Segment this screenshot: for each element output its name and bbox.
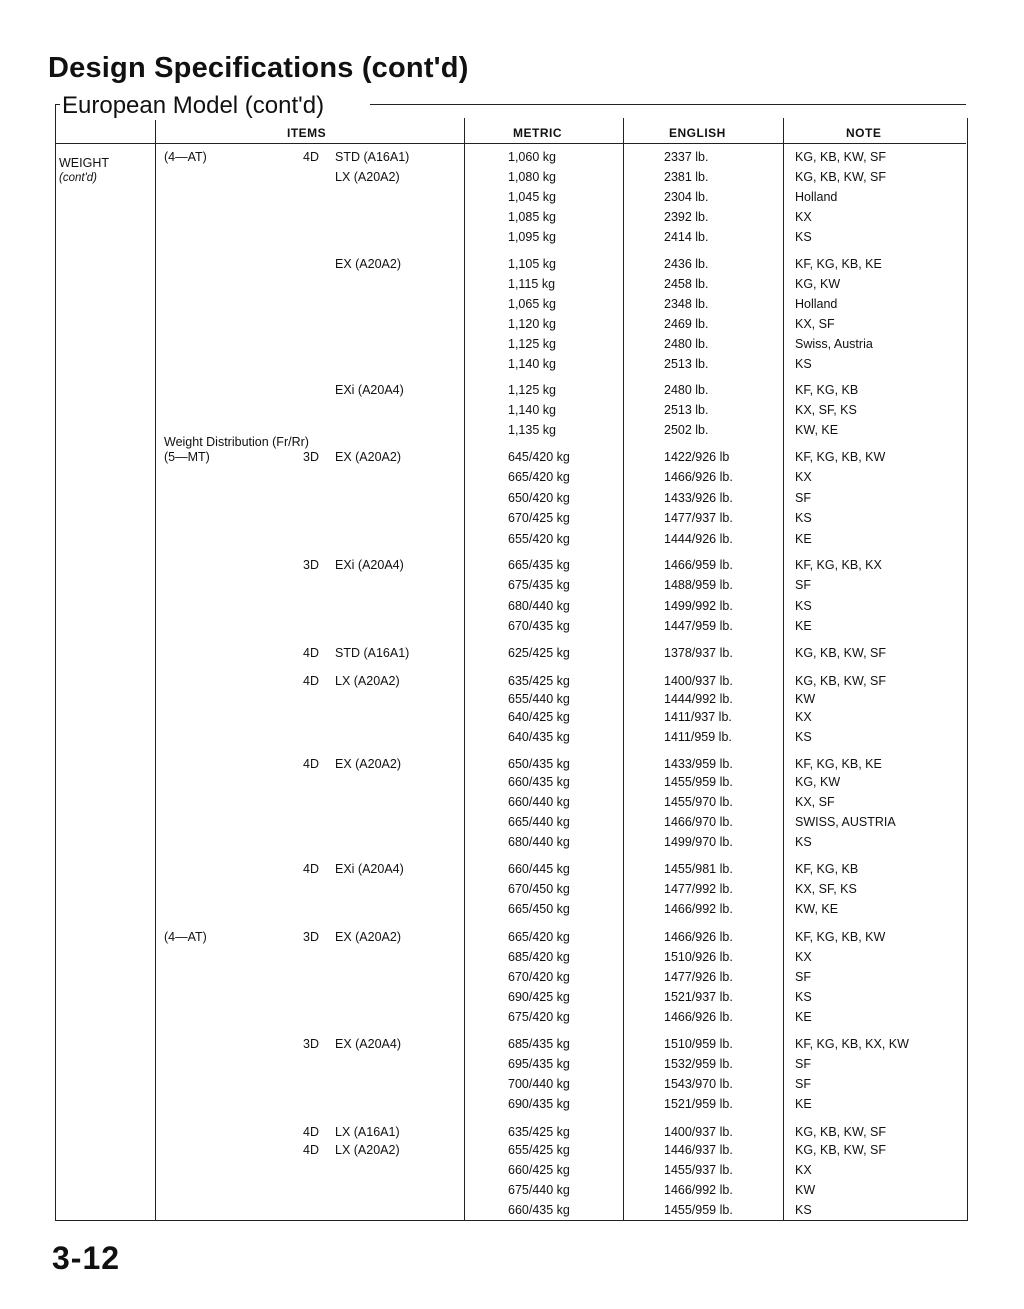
frame-top-line	[370, 104, 966, 105]
header-note: NOTE	[846, 126, 882, 140]
row-metric-value: 650/420 kg	[508, 491, 570, 505]
row-metric-value: 695/435 kg	[508, 1057, 570, 1071]
row-metric-value: 640/435 kg	[508, 730, 570, 744]
row-metric-value: 625/425 kg	[508, 646, 570, 660]
row-item-grade: EX (A20A4)	[335, 1037, 402, 1051]
row-english-value: 1543/970 lb.	[664, 1077, 733, 1091]
row-english-value: 1466/926 lb.	[664, 930, 733, 944]
row-english-value: 1477/992 lb.	[664, 882, 733, 896]
row-item-body: 4D	[303, 674, 319, 688]
row-english-value: 1400/937 lb.	[664, 674, 733, 688]
row-english-value: 1455/959 lb.	[664, 775, 733, 789]
row-metric-value: 700/440 kg	[508, 1077, 570, 1091]
row-english-value: 1466/926 lb.	[664, 470, 733, 484]
header-english: ENGLISH	[669, 126, 726, 140]
col-divider-category	[155, 118, 156, 1220]
section-subtitle: European Model (cont'd)	[60, 92, 328, 120]
row-english-value: 2458 lb.	[664, 277, 709, 291]
row-note: KX, SF	[795, 317, 835, 331]
row-note: KS	[795, 730, 812, 744]
row-item-grade: EXi (A20A4)	[335, 558, 404, 572]
row-note: KX	[795, 470, 812, 484]
row-english-value: 2469 lb.	[664, 317, 709, 331]
row-metric-value: 1,095 kg	[508, 230, 556, 244]
row-note: KW	[795, 692, 816, 706]
row-english-value: 1411/937 lb.	[664, 710, 732, 724]
row-item-grade: STD (A16A1)	[335, 150, 410, 164]
row-note: KE	[795, 532, 812, 546]
row-item-grade: LX (A16A1)	[335, 1125, 400, 1139]
row-note: SF	[795, 1077, 811, 1091]
row-metric-value: 1,115 kg	[508, 277, 556, 291]
row-note: KF, KG, KB, KX, KW	[795, 1037, 909, 1051]
row-metric-value: 675/440 kg	[508, 1183, 570, 1197]
row-metric-value: 680/440 kg	[508, 599, 570, 613]
row-metric-value: 650/435 kg	[508, 757, 570, 771]
row-note: KS	[795, 1203, 812, 1217]
row-note: KS	[795, 599, 812, 613]
row-item-grade: EX (A20A2)	[335, 450, 402, 464]
row-english-value: 2337 lb.	[664, 150, 709, 164]
row-english-value: 2436 lb.	[664, 257, 709, 271]
row-english-value: 2480 lb.	[664, 383, 709, 397]
row-english-value: 1400/937 lb.	[664, 1125, 733, 1139]
row-english-value: 2381 lb.	[664, 170, 709, 184]
row-note: KG, KB, KW, SF	[795, 170, 886, 184]
row-english-value: 2513 lb.	[664, 357, 709, 371]
row-note: Holland	[795, 297, 838, 311]
row-metric-value: 665/450 kg	[508, 902, 570, 916]
row-english-value: 1422/926 lb	[664, 450, 730, 464]
row-metric-value: 655/425 kg	[508, 1143, 570, 1157]
row-note: KS	[795, 357, 812, 371]
row-item-body: 4D	[303, 646, 319, 660]
row-item-body: 3D	[303, 930, 319, 944]
row-metric-value: 1,140 kg	[508, 403, 556, 417]
row-english-value: 1411/959 lb.	[664, 730, 732, 744]
row-item-grade: LX (A20A2)	[335, 170, 400, 184]
row-note: KG, KB, KW, SF	[795, 646, 886, 660]
row-item-transmission: (4—AT)	[164, 150, 207, 164]
row-english-value: 1455/937 lb.	[664, 1163, 733, 1177]
row-note: KG, KW	[795, 775, 841, 789]
row-english-value: 1466/926 lb.	[664, 1010, 733, 1024]
header-divider	[55, 143, 966, 144]
row-item-body: 3D	[303, 558, 319, 572]
row-note: KW	[795, 1183, 816, 1197]
row-note: KF, KG, KB, KE	[795, 757, 882, 771]
row-metric-value: 655/440 kg	[508, 692, 570, 706]
row-metric-value: 640/425 kg	[508, 710, 570, 724]
row-english-value: 1532/959 lb.	[664, 1057, 733, 1071]
row-english-value: 1444/992 lb.	[664, 692, 733, 706]
row-item-grade: EX (A20A2)	[335, 930, 402, 944]
row-english-value: 2480 lb.	[664, 337, 709, 351]
row-item-transmission: (5—MT)	[164, 450, 210, 464]
row-metric-value: 660/445 kg	[508, 862, 570, 876]
row-item-grade: LX (A20A2)	[335, 674, 400, 688]
row-english-value: 1455/970 lb.	[664, 795, 733, 809]
row-note: KS	[795, 835, 812, 849]
row-note: KW, KE	[795, 902, 839, 916]
row-note: KG, KB, KW, SF	[795, 1125, 886, 1139]
row-metric-value: 665/420 kg	[508, 470, 570, 484]
row-metric-value: 635/425 kg	[508, 1125, 570, 1139]
page-title: Design Specifications (cont'd)	[48, 52, 469, 84]
row-english-value: 2392 lb.	[664, 210, 709, 224]
row-metric-value: 665/420 kg	[508, 930, 570, 944]
row-metric-value: 1,125 kg	[508, 337, 556, 351]
row-english-value: 1510/926 lb.	[664, 950, 733, 964]
row-metric-value: 1,140 kg	[508, 357, 556, 371]
row-english-value: 1447/959 lb.	[664, 619, 733, 633]
row-note: SF	[795, 1057, 811, 1071]
row-note: KX, SF	[795, 795, 835, 809]
row-metric-value: 665/440 kg	[508, 815, 570, 829]
row-item-grade: EXi (A20A4)	[335, 383, 404, 397]
row-metric-value: 660/435 kg	[508, 775, 570, 789]
row-metric-value: 675/435 kg	[508, 578, 570, 592]
row-note: KS	[795, 230, 812, 244]
row-english-value: 1446/937 lb.	[664, 1143, 733, 1157]
row-english-value: 1488/959 lb.	[664, 578, 733, 592]
row-english-value: 1466/992 lb.	[664, 1183, 733, 1197]
row-note: KX, SF, KS	[795, 882, 857, 896]
row-note: SF	[795, 578, 811, 592]
row-metric-value: 645/420 kg	[508, 450, 570, 464]
row-note: KX	[795, 1163, 812, 1177]
row-english-value: 1477/937 lb.	[664, 511, 733, 525]
row-note: KE	[795, 1097, 812, 1111]
row-metric-value: 675/420 kg	[508, 1010, 570, 1024]
row-note: Swiss, Austria	[795, 337, 873, 351]
row-item-body: 4D	[303, 150, 319, 164]
row-note: KX, SF, KS	[795, 403, 857, 417]
row-english-value: 1521/959 lb.	[664, 1097, 733, 1111]
row-note: KG, KB, KW, SF	[795, 1143, 886, 1157]
row-note: KS	[795, 990, 812, 1004]
row-metric-value: 690/425 kg	[508, 990, 570, 1004]
row-note: Holland	[795, 190, 838, 204]
row-english-value: 1433/926 lb.	[664, 491, 733, 505]
row-metric-value: 660/435 kg	[508, 1203, 570, 1217]
row-english-value: 1433/959 lb.	[664, 757, 733, 771]
row-item-grade: LX (A20A2)	[335, 1143, 400, 1157]
row-note: SF	[795, 970, 811, 984]
row-metric-value: 1,060 kg	[508, 150, 556, 164]
row-metric-value: 660/440 kg	[508, 795, 570, 809]
row-metric-value: 665/435 kg	[508, 558, 570, 572]
row-metric-value: 685/435 kg	[508, 1037, 570, 1051]
row-english-value: 2348 lb.	[664, 297, 709, 311]
row-note: KW, KE	[795, 423, 839, 437]
row-metric-value: 1,105 kg	[508, 257, 556, 271]
row-item-grade: EXi (A20A4)	[335, 862, 404, 876]
row-note: KX	[795, 210, 812, 224]
row-metric-value: 1,065 kg	[508, 297, 556, 311]
row-note: SWISS, AUSTRIA	[795, 815, 896, 829]
row-metric-value: 685/420 kg	[508, 950, 570, 964]
row-english-value: 2513 lb.	[664, 403, 709, 417]
row-metric-value: 1,120 kg	[508, 317, 556, 331]
category-sublabel: (cont'd)	[59, 172, 97, 184]
row-metric-value: 670/425 kg	[508, 511, 570, 525]
row-english-value: 1466/992 lb.	[664, 902, 733, 916]
row-metric-value: 680/440 kg	[508, 835, 570, 849]
row-item-body: 3D	[303, 450, 319, 464]
category-label: WEIGHT	[59, 156, 109, 170]
row-english-value: 2304 lb.	[664, 190, 709, 204]
row-note: KF, KG, KB, KE	[795, 257, 882, 271]
col-divider-english	[783, 118, 784, 1220]
row-item-body: 4D	[303, 862, 319, 876]
row-english-value: 1466/970 lb.	[664, 815, 733, 829]
row-english-value: 1444/926 lb.	[664, 532, 733, 546]
row-note: KG, KB, KW, SF	[795, 674, 886, 688]
row-note: KG, KW	[795, 277, 841, 291]
row-metric-value: 635/425 kg	[508, 674, 570, 688]
header-metric: METRIC	[513, 126, 562, 140]
row-metric-value: 1,135 kg	[508, 423, 556, 437]
row-item-transmission: Weight Distribution (Fr/Rr)	[164, 435, 309, 449]
col-divider-items	[464, 118, 465, 1220]
col-divider-metric	[623, 118, 624, 1220]
row-metric-value: 660/425 kg	[508, 1163, 570, 1177]
row-note: KX	[795, 710, 812, 724]
row-english-value: 2502 lb.	[664, 423, 709, 437]
row-english-value: 1455/981 lb.	[664, 862, 733, 876]
row-metric-value: 1,125 kg	[508, 383, 556, 397]
row-english-value: 1378/937 lb.	[664, 646, 733, 660]
row-note: KF, KG, KB	[795, 383, 859, 397]
row-item-body: 3D	[303, 1037, 319, 1051]
row-item-body: 4D	[303, 1125, 319, 1139]
row-item-grade: EX (A20A2)	[335, 257, 402, 271]
row-note: KF, KG, KB, KW	[795, 930, 886, 944]
row-english-value: 1499/970 lb.	[664, 835, 733, 849]
row-item-transmission: (4—AT)	[164, 930, 207, 944]
row-item-grade: STD (A16A1)	[335, 646, 410, 660]
row-english-value: 1521/937 lb.	[664, 990, 733, 1004]
row-metric-value: 670/420 kg	[508, 970, 570, 984]
row-english-value: 1477/926 lb.	[664, 970, 733, 984]
row-item-grade: EX (A20A2)	[335, 757, 402, 771]
row-metric-value: 670/435 kg	[508, 619, 570, 633]
row-note: KF, KG, KB, KW	[795, 450, 886, 464]
row-note: KG, KB, KW, SF	[795, 150, 886, 164]
row-note: KF, KG, KB, KX	[795, 558, 882, 572]
page-number: 3-12	[52, 1240, 121, 1276]
row-note: KS	[795, 511, 812, 525]
row-metric-value: 1,045 kg	[508, 190, 556, 204]
row-metric-value: 1,085 kg	[508, 210, 556, 224]
row-metric-value: 690/435 kg	[508, 1097, 570, 1111]
row-metric-value: 1,080 kg	[508, 170, 556, 184]
header-items: ITEMS	[287, 126, 327, 140]
row-english-value: 1466/959 lb.	[664, 558, 733, 572]
row-metric-value: 670/450 kg	[508, 882, 570, 896]
row-metric-value: 655/420 kg	[508, 532, 570, 546]
row-english-value: 1455/959 lb.	[664, 1203, 733, 1217]
row-note: KX	[795, 950, 812, 964]
row-note: KE	[795, 619, 812, 633]
row-item-body: 4D	[303, 757, 319, 771]
row-item-body: 4D	[303, 1143, 319, 1157]
row-note: KE	[795, 1010, 812, 1024]
row-note: SF	[795, 491, 811, 505]
row-english-value: 2414 lb.	[664, 230, 709, 244]
row-english-value: 1499/992 lb.	[664, 599, 733, 613]
row-english-value: 1510/959 lb.	[664, 1037, 733, 1051]
row-note: KF, KG, KB	[795, 862, 859, 876]
